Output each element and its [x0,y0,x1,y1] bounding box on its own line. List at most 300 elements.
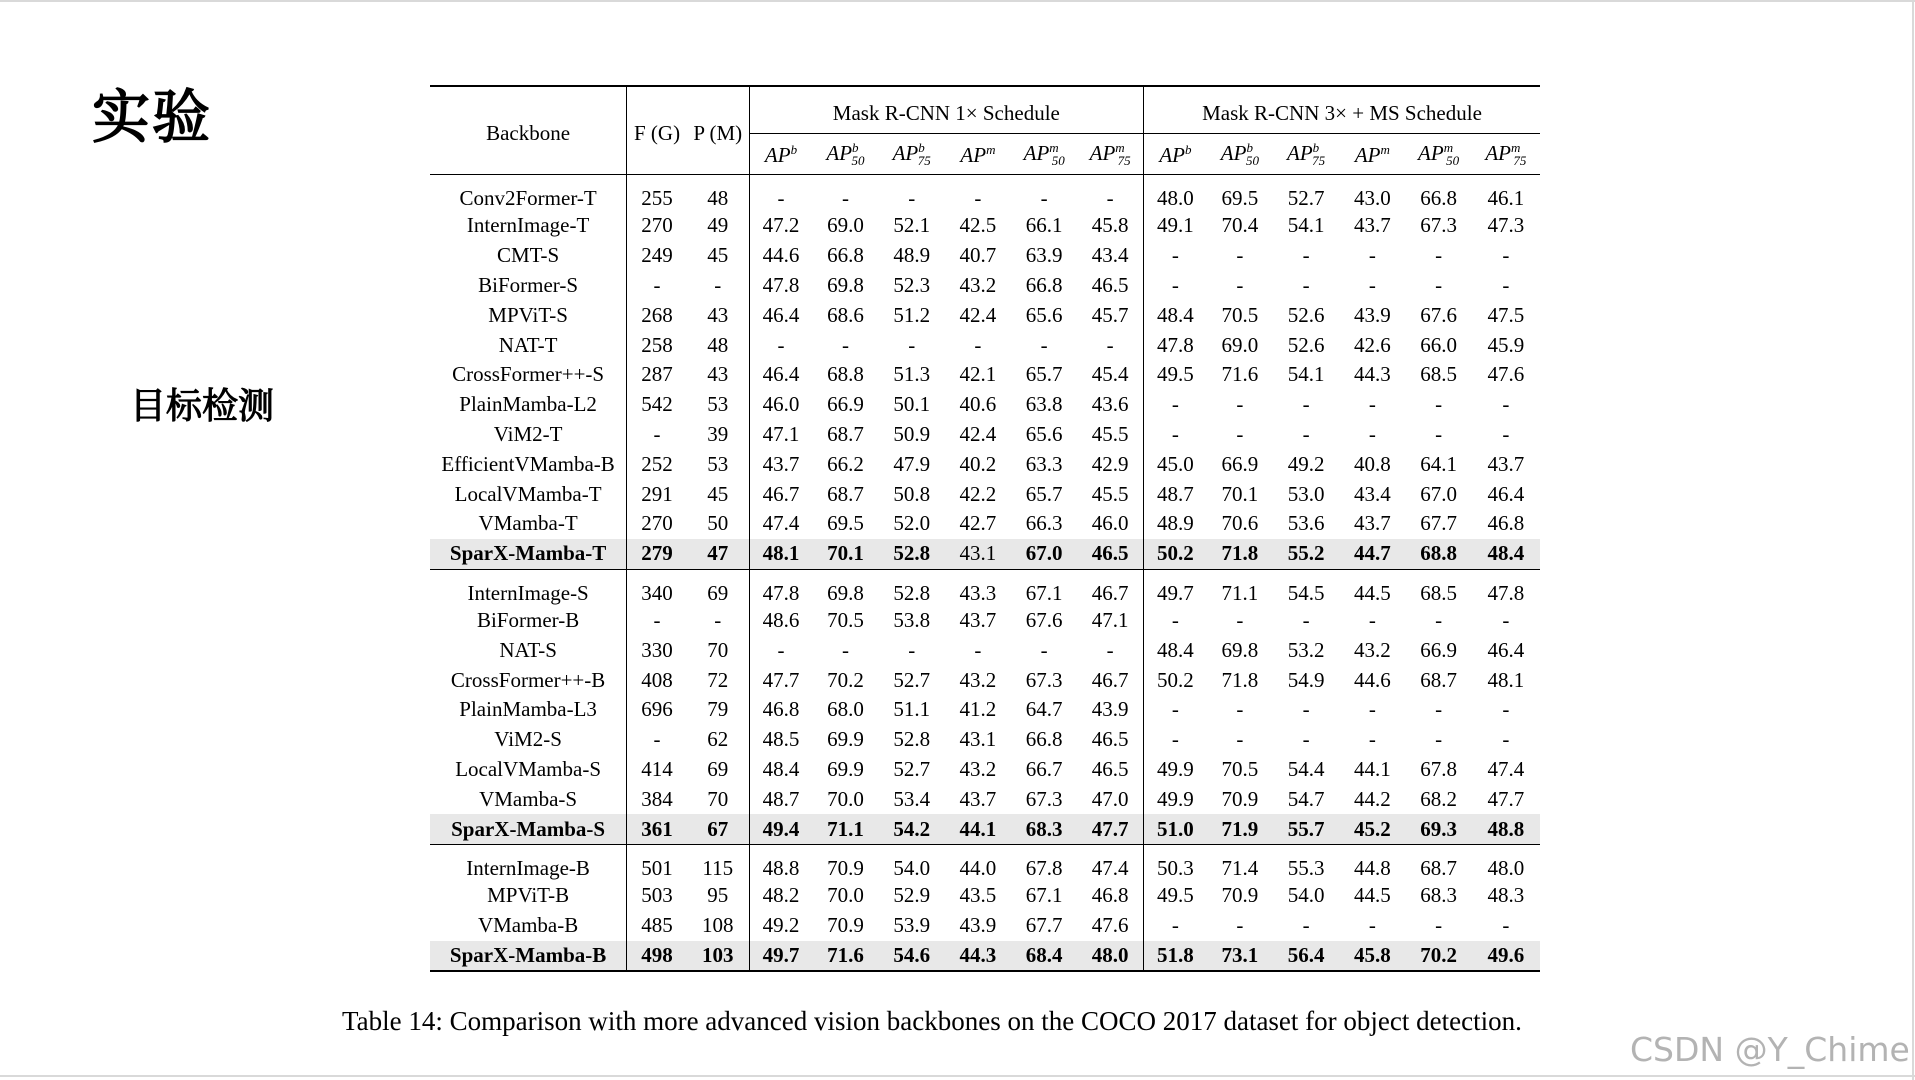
flops-cell: 408 [641,667,673,692]
params-cell: 49 [687,211,749,241]
backbone-name-cell: BiFormer-S [430,271,627,301]
metric-sup: b [1246,139,1253,155]
value-1x-cell: 46.4 [762,302,800,327]
value-3x-cell: 43.7 [1353,511,1391,536]
flops-cell: 279 [627,539,687,569]
value-3x-cell: 70.5 [1221,302,1259,327]
value-3x-cell: - [1236,607,1244,632]
value-3x-cell: 48.8 [1472,814,1540,844]
metric-header-3x-5 [1472,134,1540,175]
params-cell: 70 [687,784,749,814]
value-1x-cell: 67.7 [1025,913,1063,938]
value-3x-cell: 49.6 [1472,941,1540,972]
metric-sub: 50 [1446,153,1460,169]
slide-right-border [1912,0,1914,1080]
value-3x-cell: - [1236,913,1244,938]
metric-base: AP [826,140,853,165]
value-3x-cell: 48.0 [1144,175,1207,212]
value-3x-cell: - [1435,421,1443,446]
table-row [430,241,1540,271]
value-3x-cell: - [1236,272,1244,297]
value-3x-cell: 54.5 [1273,569,1339,606]
value-3x-cell: 51.0 [1144,814,1207,844]
metric-sup: m [1049,139,1059,155]
value-3x-cell: 68.5 [1420,362,1457,387]
value-1x-cell: 68.3 [1011,814,1077,844]
value-3x-cell: 47.7 [1487,786,1525,811]
value-1x-cell: 43.5 [959,883,997,908]
value-1x-cell: 66.9 [827,392,864,417]
value-3x-cell: 47.8 [1472,569,1540,606]
slide-bottom-border [0,1075,1915,1077]
value-1x-cell: 66.8 [1025,272,1063,297]
value-3x-cell: 69.0 [1221,332,1259,357]
value-1x-cell: 67.3 [1025,786,1063,811]
value-3x-cell: 68.2 [1420,786,1457,811]
value-3x-cell: 70.9 [1221,883,1259,908]
value-3x-cell: 71.9 [1207,814,1273,844]
value-1x-cell: 46.8 [1077,881,1143,911]
value-1x-cell: 63.8 [1025,392,1063,417]
metric-base: AP [1023,140,1050,165]
value-3x-cell: - [1368,697,1376,722]
value-1x-cell: - [841,637,849,662]
backbone-name-cell: InternImage-S [430,569,627,606]
value-1x-cell: - [1011,175,1077,212]
value-1x-cell: - [945,175,1011,212]
value-3x-cell: - [1502,697,1510,722]
value-1x-cell: 69.9 [827,727,864,752]
value-3x-cell: 48.0 [1472,844,1540,881]
metric-base: AP [1159,142,1185,167]
value-1x-cell: 70.5 [827,607,864,632]
value-3x-cell: 48.4 [1157,637,1194,662]
value-3x-cell: 49.9 [1157,756,1194,781]
backbone-name-cell: BiFormer-B [430,606,627,636]
backbone-name-cell: SparX-Mamba-T [430,539,627,569]
params-cell: - [687,606,749,636]
value-1x-cell: 43.1 [959,727,997,752]
flops-cell: 503 [641,883,673,908]
value-1x-cell: 48.2 [762,883,800,908]
value-1x-cell: 68.7 [827,481,864,506]
table-row [430,539,1540,569]
value-1x-cell: 44.1 [945,814,1011,844]
backbone-name-cell: ViM2-T [430,420,627,450]
value-3x-cell: 54.7 [1287,786,1325,811]
metric-sup: b [790,141,798,157]
value-3x-cell: 69.3 [1405,814,1471,844]
params-cell: 67 [687,814,749,844]
value-3x-cell: - [1171,697,1179,722]
value-3x-cell: 52.7 [1273,175,1339,212]
watermark: CSDN @Y_Chime [1630,1030,1910,1069]
backbone-name-cell: ViM2-S [430,725,627,755]
backbone-name-cell: PlainMamba-L2 [430,390,627,420]
value-3x-cell: 54.4 [1287,756,1325,781]
value-3x-cell: - [1302,392,1310,417]
value-3x-cell: 73.1 [1207,941,1273,972]
value-3x-cell: 45.0 [1157,451,1194,476]
value-1x-cell: 43.3 [945,569,1011,606]
metric-base: AP [1418,140,1444,165]
value-3x-cell: 50.3 [1144,844,1207,881]
value-3x-cell: 69.5 [1207,175,1273,212]
value-1x-cell: 54.2 [879,814,945,844]
value-3x-cell: 55.3 [1273,844,1339,881]
value-1x-cell: 69.8 [812,569,878,606]
metric-sub: 50 [1245,153,1259,169]
params-cell: 95 [687,881,749,911]
table-row [430,449,1540,479]
value-3x-cell: 66.8 [1405,175,1471,212]
value-3x-cell: 45.2 [1339,814,1405,844]
flops-cell: - [653,727,661,752]
flops-cell: 268 [641,302,673,327]
metric-header-1x-2 [879,134,945,175]
value-1x-cell: 48.1 [749,539,812,569]
value-3x-cell: 70.6 [1221,511,1259,536]
value-1x-cell: 66.3 [1025,511,1063,536]
value-1x-cell: 71.1 [812,814,878,844]
value-3x-cell: 55.7 [1273,814,1339,844]
metric-base: AP [1220,140,1247,165]
params-cell: 108 [687,911,749,941]
value-3x-cell: - [1171,913,1179,938]
metric-header-3x-1 [1207,134,1273,175]
value-3x-cell: 71.8 [1221,667,1259,692]
table-row [430,881,1540,911]
value-1x-cell: 52.1 [893,213,931,238]
value-1x-cell: 49.2 [762,913,800,938]
value-3x-cell: - [1236,421,1244,446]
value-3x-cell: 43.7 [1353,213,1391,238]
value-3x-cell: 47.8 [1157,332,1194,357]
backbone-name-cell: PlainMamba-L3 [430,695,627,725]
params-cell: 43 [687,360,749,390]
value-3x-cell: 46.1 [1472,175,1540,212]
value-1x-cell: 47.2 [762,213,800,238]
section-label: 目标检测 [130,386,275,427]
value-3x-cell: - [1368,727,1376,752]
value-3x-cell: - [1302,913,1310,938]
flops-cell: 414 [641,756,673,781]
value-1x-cell: 52.7 [893,667,931,692]
value-1x-cell: 42.7 [959,511,997,536]
value-1x-cell: 52.7 [893,756,931,781]
value-3x-cell: 52.6 [1287,302,1325,327]
table-row [430,300,1540,330]
flops-cell: 287 [641,362,673,387]
value-1x-cell: 49.4 [749,814,812,844]
value-1x-cell: 70.9 [812,844,878,881]
value-1x-cell: 46.7 [1077,569,1143,606]
value-1x-cell: 43.1 [945,539,1011,569]
value-1x-cell: 70.9 [827,913,864,938]
metric-header-3x-0 [1144,134,1207,175]
value-3x-cell: - [1368,392,1376,417]
results-table [430,85,1540,972]
value-1x-cell: 48.9 [893,243,931,268]
value-1x-cell: 67.1 [1011,569,1077,606]
value-1x-cell: 69.9 [827,756,864,781]
value-3x-cell: 54.0 [1287,883,1325,908]
params-cell: 103 [687,941,749,972]
value-1x-cell: 43.7 [959,786,997,811]
metric-sup: b [918,139,925,155]
value-1x-cell: 68.0 [827,697,864,722]
value-1x-cell: - [974,637,982,662]
metric-base: AP [1287,140,1313,165]
value-3x-cell: 53.6 [1287,511,1325,536]
metric-sub: 75 [1312,153,1326,169]
flops-cell: 501 [627,844,687,881]
value-3x-cell: 45.8 [1339,941,1405,972]
table-row [430,175,1540,212]
params-cell: - [687,271,749,301]
value-1x-cell: - [749,175,812,212]
flops-cell: 255 [627,175,687,212]
value-1x-cell: 53.8 [893,607,931,632]
value-3x-cell: 46.4 [1487,481,1525,506]
params-cell: 50 [687,509,749,539]
table-row [430,695,1540,725]
value-1x-cell: 43.2 [959,272,997,297]
value-1x-cell: 45.8 [1077,211,1143,241]
metric-sup: b [852,139,859,155]
backbone-name-cell: NAT-S [430,635,627,665]
table-group-0 [430,175,1540,570]
params-cell: 79 [687,695,749,725]
params-cell: 72 [687,665,749,695]
value-3x-cell: 71.1 [1207,569,1273,606]
value-3x-cell: 49.2 [1287,451,1325,476]
value-1x-cell: 47.7 [762,667,800,692]
table-row [430,665,1540,695]
backbone-name-cell: CMT-S [430,241,627,271]
value-1x-cell: 46.5 [1077,271,1143,301]
value-1x-cell: - [777,332,785,357]
value-1x-cell: - [841,332,849,357]
table-row [430,330,1540,360]
value-1x-cell: 67.8 [1011,844,1077,881]
value-1x-cell: 68.8 [827,362,864,387]
value-3x-cell: - [1368,421,1376,446]
params-cell: 53 [687,390,749,420]
metric-base: AP [1089,140,1116,165]
value-1x-cell: 64.7 [1025,697,1063,722]
value-3x-cell: 43.9 [1353,302,1391,327]
table-group-2 [430,844,1540,971]
value-3x-cell: 51.8 [1144,941,1207,972]
value-1x-cell: 40.6 [959,392,997,417]
value-1x-cell: 51.2 [893,302,931,327]
value-3x-cell: 48.7 [1157,481,1194,506]
value-3x-cell: 49.5 [1157,883,1194,908]
value-3x-cell: - [1502,607,1510,632]
table-row [430,755,1540,785]
value-1x-cell: 44.6 [762,243,800,268]
flops-cell: 291 [641,481,673,506]
flops-cell: 270 [641,511,673,536]
value-1x-cell: 46.5 [1077,755,1143,785]
value-3x-cell: 67.7 [1420,511,1457,536]
value-1x-cell: 49.7 [749,941,812,972]
value-3x-cell: 68.3 [1420,883,1457,908]
value-3x-cell: 48.4 [1157,302,1194,327]
params-cell: 47 [687,539,749,569]
value-1x-cell: 67.6 [1025,607,1063,632]
value-3x-cell: - [1502,243,1510,268]
flops-cell: - [653,607,661,632]
params-cell: 48 [687,330,749,360]
value-3x-cell: 47.4 [1487,756,1525,781]
value-3x-cell: 43.2 [1353,637,1391,662]
value-3x-cell: - [1435,607,1443,632]
value-1x-cell: 45.4 [1077,360,1143,390]
value-3x-cell: 48.9 [1157,511,1194,536]
value-1x-cell: 69.8 [827,272,864,297]
value-1x-cell: 43.9 [959,913,997,938]
table-group-1 [430,569,1540,844]
value-3x-cell: 46.8 [1487,511,1525,536]
value-3x-cell: - [1236,243,1244,268]
value-3x-cell: 70.4 [1221,213,1259,238]
value-1x-cell: 47.1 [1077,606,1143,636]
value-1x-cell: - [812,175,878,212]
value-3x-cell: 54.1 [1287,213,1325,238]
value-3x-cell: - [1302,272,1310,297]
value-3x-cell: 42.6 [1353,332,1391,357]
params-cell: 69 [687,755,749,785]
value-1x-cell: 65.7 [1025,362,1063,387]
value-1x-cell: 43.4 [1077,241,1143,271]
metric-header-1x-5 [1077,134,1143,175]
backbone-name-cell: LocalVMamba-T [430,479,627,509]
metric-sub: 75 [1117,153,1131,169]
value-1x-cell: 40.7 [959,243,997,268]
value-1x-cell: 47.8 [762,272,800,297]
value-1x-cell: 50.1 [893,392,931,417]
backbone-name-cell: SparX-Mamba-B [430,941,627,972]
table-row [430,569,1540,606]
backbone-name-cell: CrossFormer++-B [430,665,627,695]
value-1x-cell: 65.7 [1025,481,1063,506]
table-row [430,509,1540,539]
flops-cell: 542 [641,392,673,417]
value-3x-cell: - [1302,727,1310,752]
backbone-name-cell: LocalVMamba-S [430,755,627,785]
params-cell: 48 [687,175,749,212]
value-3x-cell: 40.8 [1353,451,1391,476]
value-3x-cell: 64.1 [1420,451,1457,476]
value-1x-cell: 48.5 [762,727,800,752]
value-1x-cell: - [908,332,916,357]
flops-cell: - [653,272,661,297]
backbone-name-cell: InternImage-T [430,211,627,241]
backbone-name-cell: Conv2Former-T [430,175,627,212]
params-cell: 70 [687,635,749,665]
value-1x-cell: 67.3 [1025,667,1063,692]
value-1x-cell: - [908,637,916,662]
value-3x-cell: 67.0 [1420,481,1457,506]
value-3x-cell: - [1502,727,1510,752]
value-1x-cell: 44.3 [945,941,1011,972]
value-3x-cell: 47.6 [1487,362,1525,387]
params-cell: 115 [687,844,749,881]
metric-header-3x-2 [1273,134,1339,175]
value-1x-cell: 68.6 [827,302,864,327]
table-row [430,271,1540,301]
value-1x-cell: 52.8 [879,569,945,606]
value-3x-cell: - [1171,727,1179,752]
value-3x-cell: 49.5 [1157,362,1194,387]
metric-base: AP [892,140,919,165]
value-3x-cell: 71.8 [1207,539,1273,569]
backbone-name-cell: NAT-T [430,330,627,360]
value-3x-cell: 49.9 [1157,786,1194,811]
value-1x-cell: 66.2 [827,451,864,476]
value-3x-cell: 44.6 [1353,667,1391,692]
value-1x-cell: 65.6 [1025,302,1063,327]
value-3x-cell: 43.0 [1339,175,1405,212]
value-3x-cell: 54.9 [1287,667,1325,692]
value-1x-cell: 48.6 [762,607,800,632]
value-1x-cell: 47.7 [1077,814,1143,844]
value-1x-cell: 66.8 [1025,727,1063,752]
value-3x-cell: 66.0 [1420,332,1457,357]
backbone-name-cell: EfficientVMamba-B [430,449,627,479]
flops-cell: 252 [641,451,673,476]
value-3x-cell: - [1502,421,1510,446]
table-row [430,420,1540,450]
value-3x-cell: - [1435,697,1443,722]
value-3x-cell: 45.9 [1487,332,1525,357]
metric-sub: 75 [917,153,931,169]
value-1x-cell: 42.1 [959,362,997,387]
header-group-1x: Mask R-CNN 1× Schedule [749,86,1143,134]
value-3x-cell: 52.6 [1287,332,1325,357]
value-3x-cell: - [1435,392,1443,417]
value-3x-cell: - [1368,272,1376,297]
value-1x-cell: 54.0 [879,844,945,881]
value-1x-cell: 40.2 [959,451,997,476]
value-1x-cell: 52.8 [893,727,931,752]
metric-sub: 50 [851,153,865,169]
flops-cell: 258 [641,332,673,357]
table-row [430,635,1540,665]
value-3x-cell: - [1368,913,1376,938]
value-1x-cell: 69.0 [827,213,864,238]
flops-cell: 361 [627,814,687,844]
value-3x-cell: 67.8 [1420,756,1457,781]
value-1x-cell: 42.5 [959,213,997,238]
value-3x-cell: 43.7 [1487,451,1525,476]
value-3x-cell: - [1171,272,1179,297]
value-3x-cell: 56.4 [1273,941,1339,972]
value-3x-cell: 44.7 [1339,539,1405,569]
value-1x-cell: 47.0 [1077,784,1143,814]
value-3x-cell: 44.5 [1339,569,1405,606]
value-1x-cell: 63.3 [1025,451,1063,476]
value-3x-cell: 48.1 [1487,667,1525,692]
value-1x-cell: 43.7 [959,607,997,632]
value-3x-cell: 44.8 [1339,844,1405,881]
value-1x-cell: 47.4 [762,511,800,536]
backbone-name-cell: MPViT-S [430,300,627,330]
metric-base: AP [1354,142,1381,167]
flops-cell: 485 [641,913,673,938]
